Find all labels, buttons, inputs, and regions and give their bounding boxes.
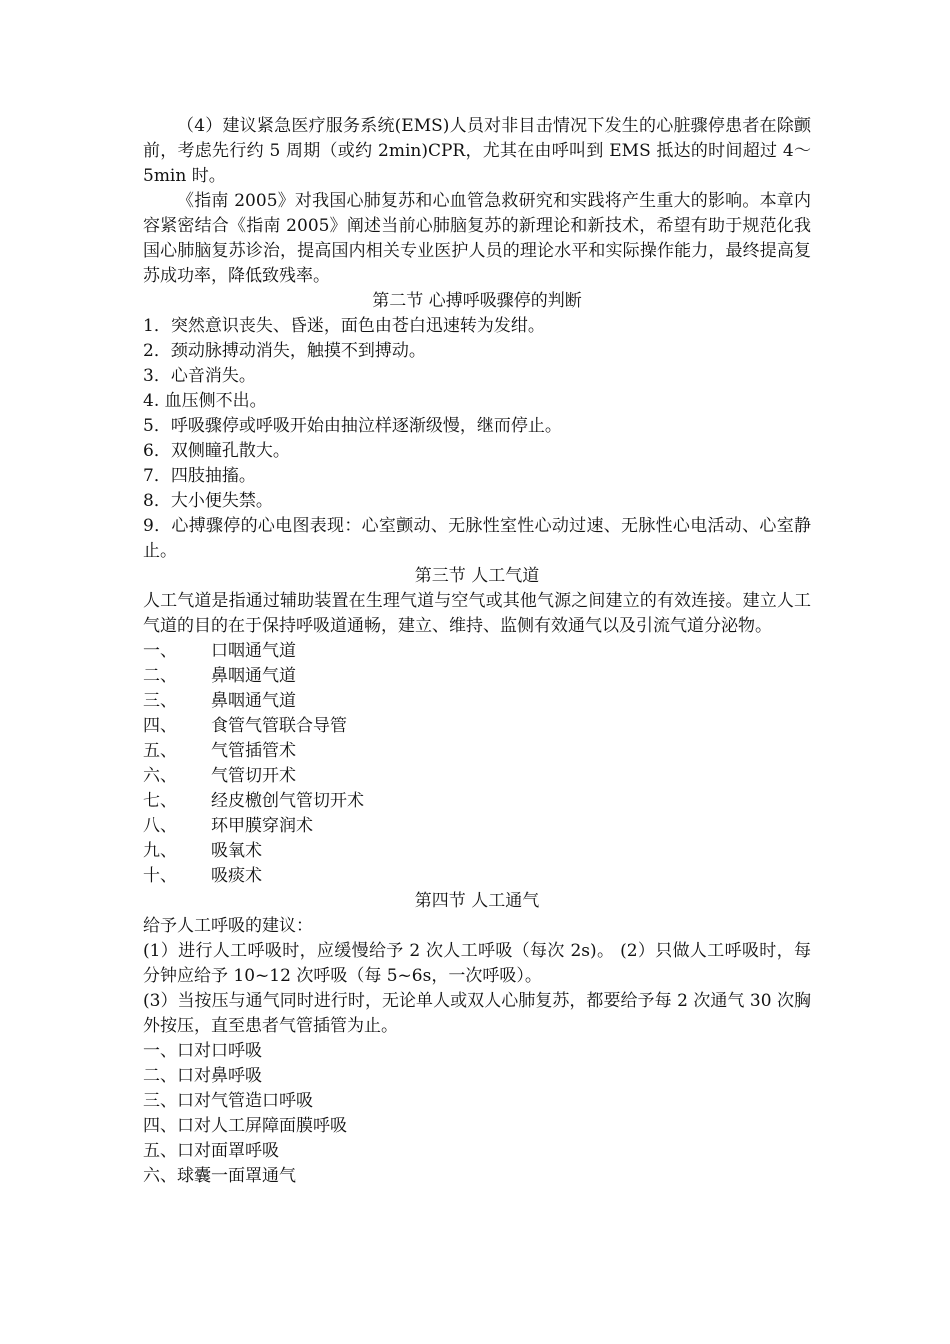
paragraph-airway-intro: 人工气道是指通过辅助装置在生理气道与空气或其他气源之间建立的有效连接。建立人工气道的目的在于保持呼吸道通畅，建立、维持、监侧有效通气以及引流气道分泌物。 [143,591,811,636]
list-text: 鼻咽通气道 [211,666,296,686]
list-item [143,639,811,664]
section-4-title: 第四节 人工通气 [414,891,540,911]
list-item: 6．双侧瞳孔散大。 [143,441,290,461]
list-number: 九、 [143,841,177,861]
list-text: 鼻咽通气道 [211,691,296,711]
list-number: 一、 [143,641,177,661]
list-item: 7．四肢抽搐。 [143,466,256,486]
list-item [143,789,811,814]
list-item [143,739,811,764]
list-item: 1．突然意识丧失、昏迷，面色由苍白迅速转为发绀。 [143,316,545,336]
list-number: 二、 [143,666,177,686]
section-3-title: 第三节 人工气道 [414,566,540,586]
list-item [143,714,811,739]
list-number: 六、 [143,766,177,786]
list-item: 2．颈动脉搏动消失，触摸不到搏动。 [143,341,426,361]
list-text: 食管气管联合导管 [211,716,347,736]
list-number: 十、 [143,866,177,886]
list-item: 9．心搏骤停的心电图表现：心室颤动、无脉性室性心动过速、无脉性心电活动、心室静止。 [143,516,811,561]
document-page [143,114,811,1189]
paragraph-recommendation-1: (1）进行人工呼吸时，应缓慢给予 2 次人工呼吸（每次 2s)。 (2）只做人工呼吸时，每分钟应给予 10~12 次呼吸（每 5~6s，一次呼吸）。 [143,941,811,986]
list-text: 气管切开术 [211,766,296,786]
list-number: 七、 [143,791,177,811]
list-item: 三、口对气管造口呼吸 [143,1091,313,1111]
list-number: 五、 [143,741,177,761]
list-item [143,814,811,839]
list-text: 环甲膜穿润术 [211,816,313,836]
list-item [143,689,811,714]
list-item: 一、口对口呼吸 [143,1041,262,1061]
list-item [143,839,811,864]
list-item [143,764,811,789]
list-text: 口咽通气道 [211,641,296,661]
list-item: 8．大小便失禁。 [143,491,273,511]
list-text: 吸痰术 [211,866,262,886]
list-item: 六、球囊一面罩通气 [143,1166,296,1186]
list-text: 吸氧术 [211,841,262,861]
paragraph-guideline-2005: 《指南 2005》对我国心肺复苏和心血管急救研究和实践将产生重大的影响。本章内容紧密结合《指南 2005》阐述当前心肺脑复苏的新理论和新技术，希望有助于规范化我国心肺脑复苏诊治，提高国内相关专业医护人员的理论水平和实际操作能力，最终提高复苏成功率，降低致残率。 [143,191,811,286]
list-item: 五、口对面罩呼吸 [143,1141,279,1161]
paragraph-ems-recommendation: （4）建议紧急医疗服务系统(EMS)人员对非目击情况下发生的心脏骤停患者在除颤前，考虑先行约 5 周期（或约 2min)CPR，尤其在由呼叫到 EMS 抵达的时间超过 4～5min 时。 [143,116,811,186]
list-item: 3．心音消失。 [143,366,256,386]
list-number: 八、 [143,816,177,836]
list-text: 气管插管术 [211,741,296,761]
list-item: 5．呼吸骤停或呼吸开始由抽泣样逐渐级慢，继而停止。 [143,416,562,436]
list-number: 三、 [143,691,177,711]
list-text: 经皮檄创气管切开术 [211,791,364,811]
list-item [143,864,811,889]
list-number: 四、 [143,716,177,736]
list-item: 4. 血压侧不出。 [143,391,267,411]
paragraph-recommendation-3: (3）当按压与通气同时进行时，无论单人或双人心肺复苏，都要给予每 2 次通气 30 次胸外按压，直至患者气管插管为止。 [143,991,811,1036]
paragraph-lead: 给予人工呼吸的建议： [143,916,313,936]
list-item: 二、口对鼻呼吸 [143,1066,262,1086]
section-2-title: 第二节 心搏呼吸骤停的判断 [372,291,582,311]
list-item [143,664,811,689]
list-item: 四、口对人工屏障面膜呼吸 [143,1116,347,1136]
